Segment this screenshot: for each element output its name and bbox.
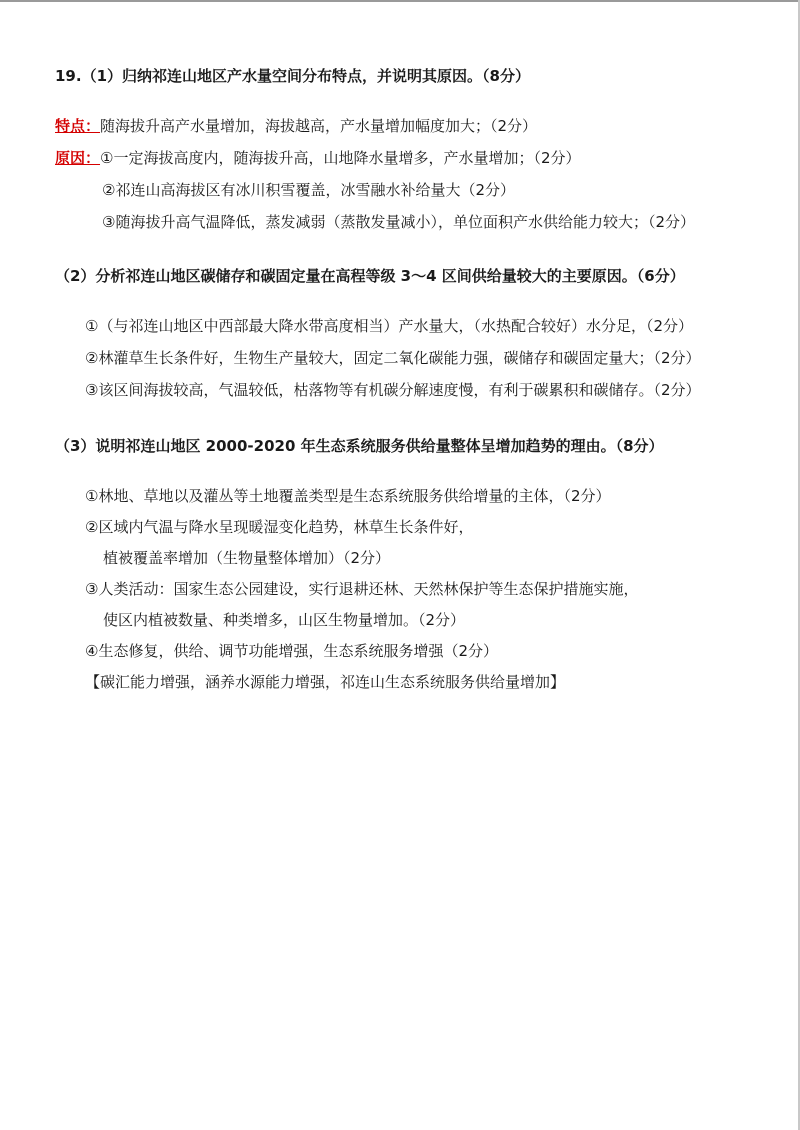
q1-reason-2: ②祁连山高海拔区有冰川积雪覆盖，冰雪融水补给量大（2分）: [102, 181, 515, 199]
reason-label: 原因：: [55, 149, 101, 167]
q2-item-3: ③该区间海拔较高，气温较低，枯落物等有机碳分解速度慢，有利于碳累积和碳储存。（2分）: [85, 381, 701, 399]
q3-title: （3）说明祁连山地区 2000-2020 年生态系统服务供给量整体呈增加趋势的理由。（8分）: [55, 437, 664, 455]
q1-reason-1: [55, 148, 581, 168]
reason-text: ①一定海拔高度内，随海拔升高，山地降水量增多，产水量增加；（2分）: [100, 149, 581, 167]
q2-title: （2）分析祁连山地区碳储存和碳固定量在高程等级 3～4 区间供给量较大的主要原因。（6分）: [55, 267, 685, 285]
feature-text: 随海拔升高产水量增加，海拔越高，产水量增加幅度加大；（2分）: [100, 117, 538, 135]
q3-item-1: ①林地、草地以及灌丛等土地覆盖类型是生态系统服务供给增量的主体，（2分）: [85, 487, 611, 505]
q1-reason-3: ③随海拔升高气温降低，蒸发减弱（蒸散发量减小），单位面积产水供给能力较大；（2分）: [102, 213, 695, 231]
q3-item-3: ③人类活动：国家生态公园建设，实行退耕还林、天然林保护等生态保护措施实施，: [85, 580, 639, 598]
q2-item-2: ②林灌草生长条件好，生物生产量较大，固定二氧化碳能力强，碳储存和碳固定量大；（2分）: [85, 349, 701, 367]
q3-item-3-cont: 使区内植被数量、种类增多，山区生物量增加。（2分）: [103, 611, 466, 629]
top-border: [0, 0, 800, 2]
q1-title: 19.（1）归纳祁连山地区产水量空间分布特点，并说明其原因。（8分）: [55, 67, 530, 85]
q3-item-2: ②区域内气温与降水呈现暖湿变化趋势，林草生长条件好，: [85, 518, 474, 536]
q2-item-1: ①（与祁连山地区中西部最大降水带高度相当）产水量大，（水热配合较好）水分足，（2分）: [85, 317, 693, 335]
q3-item-4: ④生态修复，供给、调节功能增强，生态系统服务增强（2分）: [85, 642, 498, 660]
feature-label: 特点：: [55, 117, 101, 135]
q3-summary: 【碳汇能力增强，涵养水源能力增强，祁连山生态系统服务供给量增加】: [85, 673, 566, 691]
q3-item-2-cont: 植被覆盖率增加（生物量整体增加）（2分）: [103, 549, 391, 567]
q1-feature: [55, 116, 537, 136]
